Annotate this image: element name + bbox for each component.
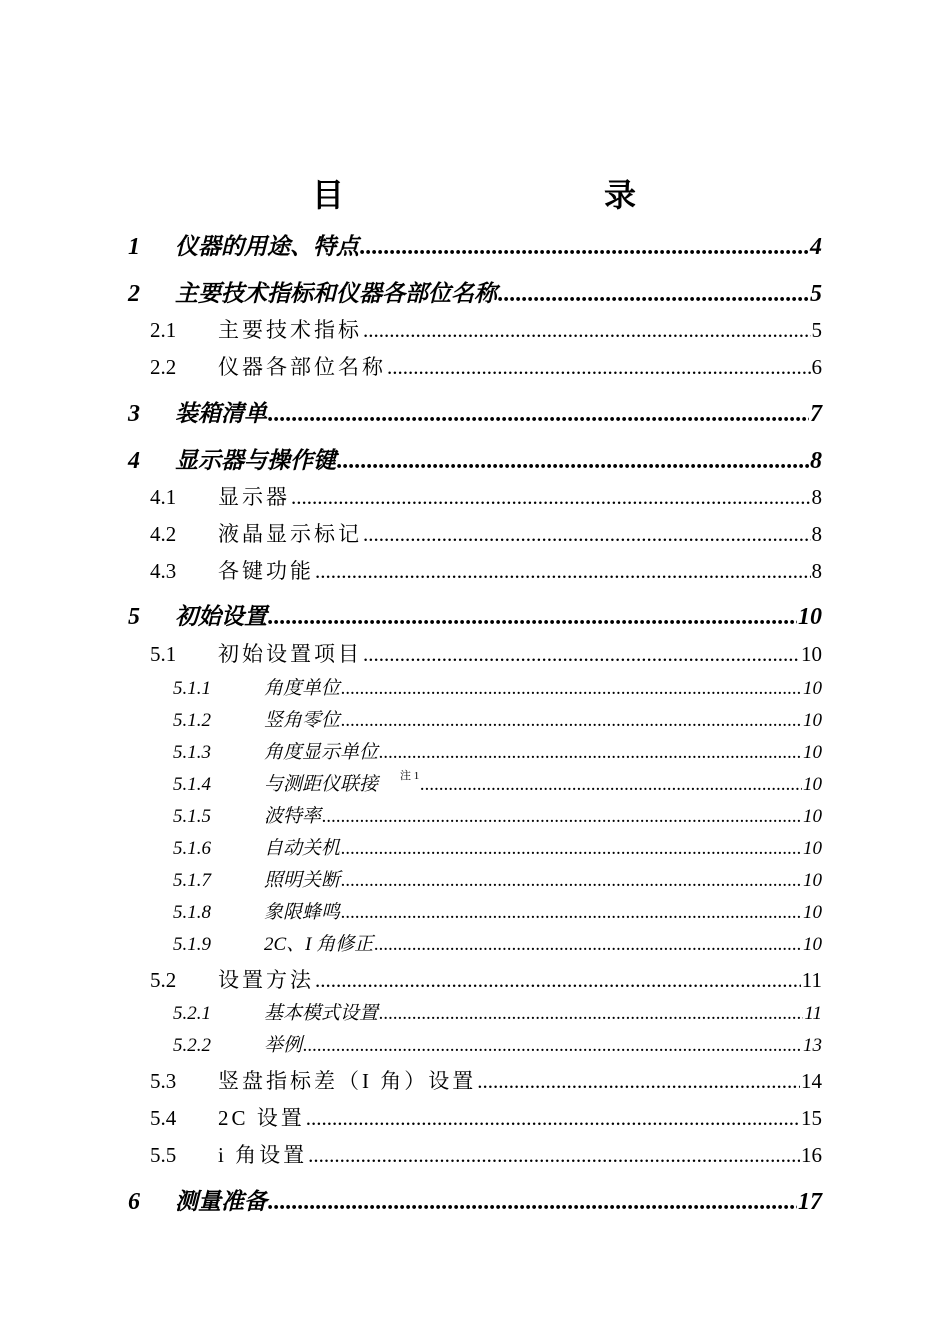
toc-entry-label: 2C 设置 (218, 1106, 305, 1130)
toc-entry-page: 13 (803, 1035, 822, 1056)
toc-entry-label: 角度显示单位 (264, 742, 379, 763)
toc-entry[interactable] (150, 638, 822, 666)
toc-title-right-char: 录 (604, 176, 637, 214)
toc-entry[interactable] (173, 769, 822, 795)
dot-leader (360, 234, 809, 261)
toc-entry-page: 16 (801, 1143, 822, 1167)
toc-entry[interactable] (128, 442, 822, 474)
toc-entry-page: 8 (811, 522, 822, 546)
toc-entry-number: 5.1.2 (173, 710, 211, 731)
toc-entry-page: 8 (811, 559, 822, 583)
toc-entry[interactable] (173, 705, 822, 731)
toc-entry[interactable] (150, 1139, 822, 1167)
dot-leader (291, 485, 811, 510)
toc-entry-page: 6 (811, 355, 822, 379)
toc-entry-number: 5.2.2 (173, 1035, 211, 1056)
toc-entry-page: 5 (810, 281, 822, 307)
toc-entry-page: 10 (803, 806, 822, 827)
toc-entry-label: 竖盘指标差（I 角）设置 (218, 1069, 477, 1093)
toc-entry-label: 自动关机 (264, 838, 341, 859)
dot-leader (498, 281, 809, 308)
toc-title (0, 170, 950, 216)
toc-entry-number: 5.1 (150, 642, 177, 666)
dot-leader (341, 710, 802, 732)
toc-entry[interactable] (173, 801, 822, 827)
toc-entry-page: 10 (798, 604, 822, 630)
toc-entry-number: 5.1.8 (173, 902, 211, 923)
toc-entry[interactable] (128, 395, 822, 427)
toc-entry-number: 5.5 (150, 1143, 177, 1167)
toc-entry-number: 1 (128, 234, 140, 260)
dot-leader (341, 678, 802, 700)
toc-entry[interactable] (128, 598, 822, 630)
toc-entry-label: 主要技术指标 (218, 318, 362, 342)
toc-title-left-char: 目 (312, 176, 345, 214)
toc-entry-page: 10 (803, 742, 822, 763)
toc-entry-label: i 角设置 (218, 1143, 308, 1167)
dot-leader (363, 318, 811, 343)
toc-entry-number: 4.3 (150, 559, 177, 583)
toc-entry-label: 2C、I 角修正 (264, 934, 374, 955)
toc-entry[interactable] (173, 673, 822, 699)
dot-leader (341, 870, 802, 892)
footnote-marker: 注 1 (400, 770, 420, 782)
toc-entry-page: 10 (803, 902, 822, 923)
toc-entry-page: 17 (798, 1189, 822, 1215)
toc-entry-page: 4 (810, 234, 822, 260)
dot-leader (268, 1189, 797, 1216)
toc-entry[interactable] (150, 314, 822, 342)
toc-entry-number: 5.4 (150, 1106, 177, 1130)
toc-entry[interactable] (150, 1065, 822, 1093)
toc-entry-page: 10 (803, 870, 822, 891)
toc-entry-page: 10 (803, 838, 822, 859)
dot-leader (387, 355, 811, 380)
toc-entry-number: 5.1.9 (173, 934, 211, 955)
toc-entry-page: 10 (803, 678, 822, 699)
toc-entry-page: 10 (803, 710, 822, 731)
toc-entry-number: 5.1.5 (173, 806, 211, 827)
toc-entry-number: 5.1.1 (173, 678, 211, 699)
dot-leader (341, 838, 802, 860)
toc-entry-label: 角度单位 (264, 678, 341, 699)
toc-entry-number: 5.2 (150, 968, 177, 992)
toc-entry-page: 8 (810, 448, 822, 474)
toc-entry[interactable] (150, 555, 822, 583)
toc-entry-number: 6 (128, 1189, 140, 1215)
toc-entry[interactable] (173, 929, 822, 955)
dot-leader (306, 1106, 800, 1131)
toc-entry-page: 11 (801, 968, 822, 992)
toc-entry[interactable] (150, 1102, 822, 1130)
toc-entry-label: 照明关断 (264, 870, 341, 891)
dot-leader (315, 559, 811, 584)
toc-entry[interactable] (173, 865, 822, 891)
toc-entry-page: 10 (803, 774, 822, 795)
toc-entry-number: 4 (128, 448, 140, 474)
toc-entry-label: 基本模式设置 (264, 1003, 379, 1024)
toc-entry-label: 主要技术指标和仪器各部位名称 (175, 280, 497, 307)
toc-entry-label: 与测距仪联接 (264, 774, 379, 795)
dot-leader (363, 642, 800, 667)
toc-entry-number: 5.2.1 (173, 1003, 211, 1024)
toc-entry[interactable] (150, 351, 822, 379)
toc-entry-number: 5.1.6 (173, 838, 211, 859)
toc-entry-label: 初始设置项目 (218, 642, 362, 666)
dot-leader (363, 522, 811, 547)
toc-entry[interactable] (128, 1183, 822, 1215)
toc-entry-page: 7 (810, 401, 822, 427)
toc-entry-label: 竖角零位 (264, 710, 341, 731)
toc-entry-label: 各键功能 (218, 559, 314, 583)
dot-leader (379, 742, 802, 764)
dot-leader (337, 448, 809, 475)
toc-entry-label: 显示器与操作键 (175, 447, 336, 474)
toc-entry-label: 初始设置 (175, 603, 267, 630)
dot-leader (322, 806, 802, 828)
toc-entry-number: 3 (128, 401, 140, 427)
toc-entry[interactable] (128, 228, 822, 260)
toc-entry-label: 设置方法 (218, 968, 314, 992)
toc-entry-number: 5.1.4 (173, 774, 211, 795)
toc-entry-number: 5.3 (150, 1069, 177, 1093)
toc-entry[interactable] (150, 964, 822, 992)
dot-leader (268, 401, 809, 428)
dot-leader (420, 774, 802, 796)
toc-entry[interactable] (150, 518, 822, 546)
toc-entry-number: 2.1 (150, 318, 177, 342)
toc-entry[interactable] (173, 1030, 822, 1056)
toc-entry-number: 2 (128, 281, 140, 307)
dot-leader (477, 1069, 800, 1094)
toc-entry-page: 14 (801, 1069, 822, 1093)
toc-entry-label: 举例 (264, 1035, 303, 1056)
toc-entry-label: 象限蜂鸣 (264, 902, 341, 923)
dot-leader (341, 902, 802, 924)
toc-entry-number: 4.1 (150, 485, 177, 509)
toc-entry-page: 8 (811, 485, 822, 509)
toc-entry[interactable] (173, 998, 822, 1024)
toc-entry[interactable] (128, 275, 822, 307)
toc-entry-number: 4.2 (150, 522, 177, 546)
dot-leader (374, 934, 802, 956)
toc-entry-number: 5 (128, 604, 140, 630)
toc-entry-number: 5.1.3 (173, 742, 211, 763)
dot-leader (379, 1003, 803, 1025)
toc-entry-label: 仪器的用途、特点 (175, 233, 359, 260)
toc-entry[interactable] (173, 833, 822, 859)
toc-entry-page: 5 (811, 318, 822, 342)
dot-leader (315, 968, 801, 993)
dot-leader (308, 1143, 800, 1168)
toc-entry-page: 10 (803, 934, 822, 955)
toc-entry[interactable] (150, 481, 822, 509)
toc-entry-page: 11 (804, 1003, 822, 1024)
toc-entry-label: 装箱清单 (175, 400, 267, 427)
toc-entry-number: 5.1.7 (173, 870, 211, 891)
toc-entry-label: 液晶显示标记 (218, 522, 362, 546)
dot-leader (268, 604, 797, 631)
toc-entry[interactable] (173, 897, 822, 923)
toc-entry-label: 波特率 (264, 806, 322, 827)
toc-entry-page: 10 (801, 642, 822, 666)
dot-leader (303, 1035, 802, 1057)
toc-entry-label: 仪器各部位名称 (218, 355, 386, 379)
toc-entry-page: 15 (801, 1106, 822, 1130)
toc-entry-number: 2.2 (150, 355, 177, 379)
toc-entry-label: 测量准备 (175, 1188, 267, 1215)
toc-entry[interactable] (173, 737, 822, 763)
toc-entry-label: 显示器 (218, 485, 290, 509)
